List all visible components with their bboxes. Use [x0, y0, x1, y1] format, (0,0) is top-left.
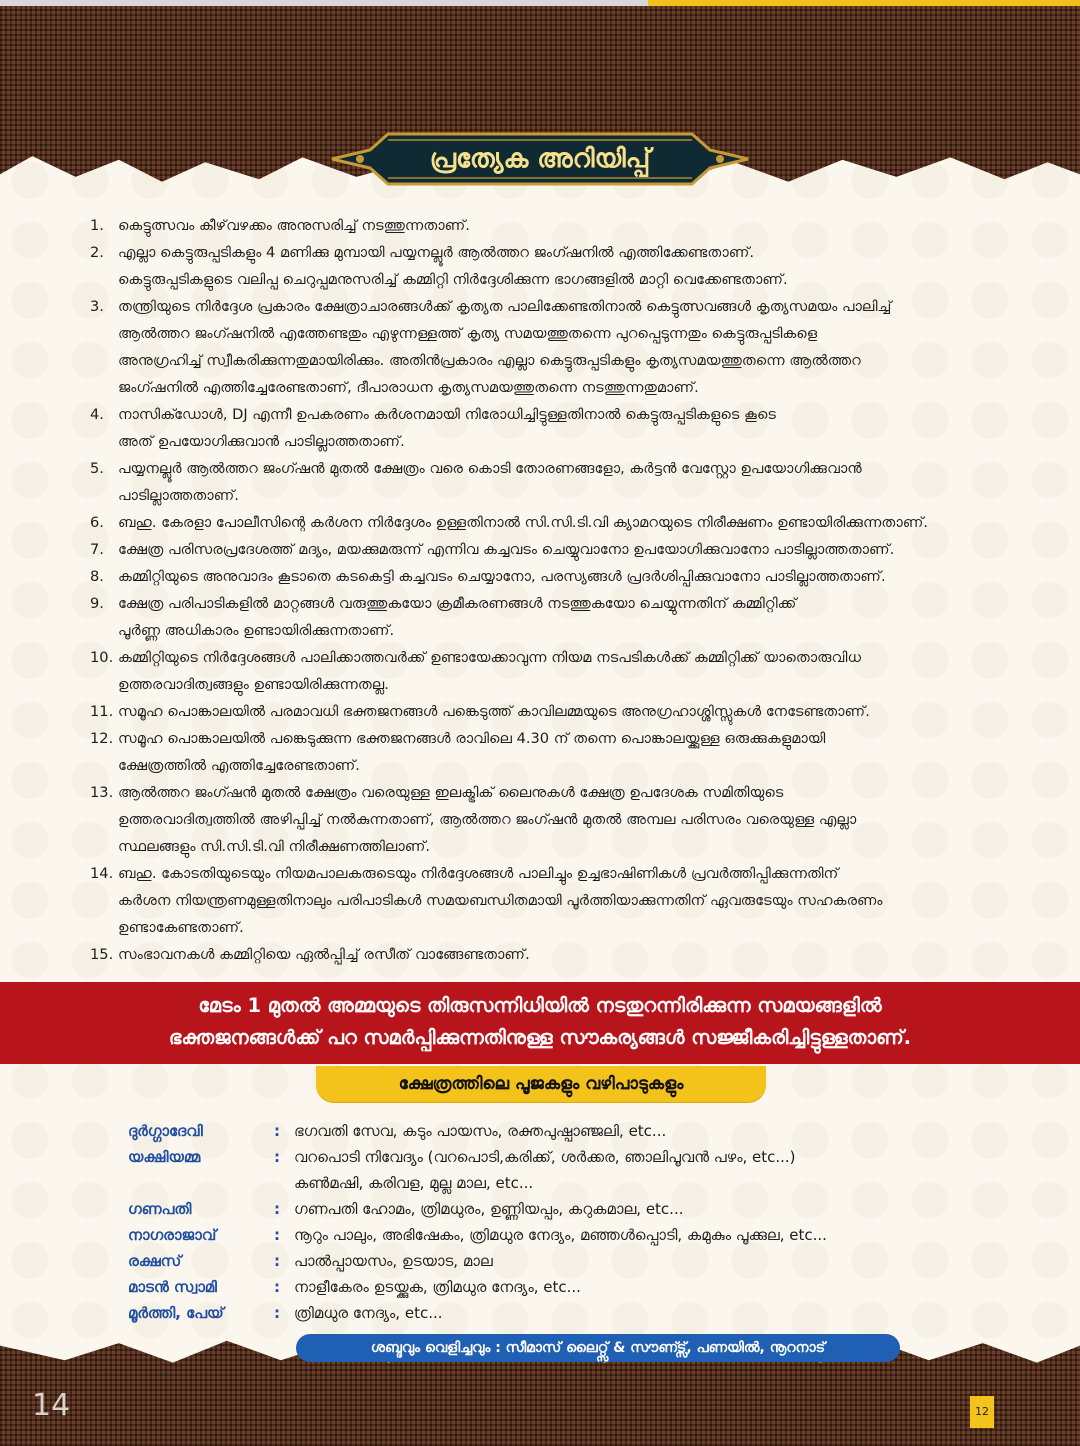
notice-line: ബഹു. കേരളാ പോലീസിന്റെ കർശന നിർദ്ദേശം ഉള്ളതിനാൽ സി.സി.ടി.വി ക്യാമറയുടെ നിരീക്ഷണം ഉണ്ടായിരിക്കുന്നതാണ്.	[118, 514, 929, 531]
notice-number: 1.	[90, 217, 104, 234]
notice-text	[118, 941, 1020, 968]
notice-line: ആൽത്തറ ജംഗ്ഷനിൽ എത്തേണ്ടതും എഴുന്നള്ളത്ത് കൃത്യ സമയത്തുതന്നെ പുറപ്പെടുന്നതും കെട്ടുരുപ്പടികളെ	[118, 325, 818, 342]
notice-text	[118, 644, 1020, 698]
notice-number: 5.	[90, 460, 104, 477]
offering-line: കൺമഷി, കരിവള, മുല്ല മാല, etc...	[294, 1174, 534, 1192]
announcement-line-1: മേടം 1 മുതൽ അമ്മയുടെ തിരുസന്നിധിയിൽ നടതുറന്നിരിക്കുന്ന സമയങ്ങളിൽ	[198, 994, 882, 1017]
notice-item	[90, 536, 1020, 563]
pooja-row	[128, 1274, 1028, 1300]
offering-line: പാൽപ്പായസം, ഉടയാട, മാല	[294, 1252, 493, 1270]
offering-line: നാളീകേരം ഉടയ്ക്കുക, ത്രിമധുര നേദ്യം, etc...	[294, 1278, 581, 1296]
notice-line: കെട്ടുരുപ്പടികളുടെ വലിപ്പ ചെറുപ്പമനുസരിച്ച് കമ്മിറ്റി നിർദ്ദേശിക്കുന്ന ഭാഗങ്ങളിൽ മാറ്റി വെക്കേണ്ടതാണ്.	[118, 271, 788, 288]
notice-number: 15.	[90, 946, 114, 963]
deity-name: ദുർഗ്ഗാദേവി	[128, 1122, 203, 1140]
offering-line: വറപൊടി നിവേദ്യം (വറപൊടി,കരിക്ക്, ശർക്കര, ഞാലിപൂവൻ പഴം, etc...)	[294, 1148, 796, 1166]
notice-item	[90, 293, 1020, 401]
notice-list	[90, 212, 1020, 968]
notice-item	[90, 644, 1020, 698]
notice-line: സ്ഥലങ്ങളും സി.സി.ടി.വി നിരീക്ഷണത്തിലാണ്.	[118, 838, 431, 855]
notice-line: കെട്ടുത്സവം കീഴ്‌വഴക്കം അനുസരിച്ച് നടത്തുന്നതാണ്.	[118, 217, 470, 234]
notice-line: സംഭാവനകൾ കമ്മിറ്റിയെ ഏൽപ്പിച്ച് രസീത് വാങ്ങേണ്ടതാണ്.	[118, 946, 530, 963]
notice-number: 13.	[90, 784, 114, 801]
notice-line: ജംഗ്ഷനിൽ എത്തിച്ചേരേണ്ടതാണ്, ദീപാരാധന കൃത്യസമയത്തുതന്നെ നടത്തുന്നതുമാണ്.	[118, 379, 699, 396]
notice-item	[90, 779, 1020, 860]
notice-number: 11.	[90, 703, 114, 720]
notice-number: 8.	[90, 568, 104, 585]
pooja-row	[128, 1144, 1028, 1196]
notice-item	[90, 563, 1020, 590]
notice-number: 12.	[90, 730, 114, 747]
offering-line: ത്രിമധുര നേദ്യം, etc...	[294, 1304, 443, 1322]
notice-text	[118, 401, 1020, 455]
notice-line: ഉത്തരവാദിത്വത്തിൽ അഴിപ്പിച്ച് നൽകുന്നതാണ്, ആൽത്തറ ജംഗ്ഷൻ മുതൽ അമ്പല പരിസരം വരെയുള്ള എല്ലാ	[118, 811, 857, 828]
notice-item	[90, 401, 1020, 455]
notice-item	[90, 725, 1020, 779]
notice-line: കമ്മിറ്റിയുടെ നിർദ്ദേശങ്ങൾ പാലിക്കാത്തവർക്ക് ഉണ്ടായേക്കാവുന്ന നിയമ നടപടികൾക്ക് കമ്മിറ്റിക്ക് യാതൊരുവിധ	[118, 649, 862, 666]
notice-line: ഉണ്ടാകേണ്ടതാണ്.	[118, 919, 244, 936]
notice-item	[90, 509, 1020, 536]
notice-text	[118, 590, 1020, 644]
offerings-text	[294, 1274, 1028, 1300]
deity-colon: :	[274, 1200, 280, 1218]
announcement-line-2: ഭക്തജനങ്ങൾക്ക് പറ സമർപ്പിക്കുന്നതിനുള്ള സൗകര്യങ്ങൾ സജ്ജീകരിച്ചിട്ടുള്ളതാണ്.	[168, 1026, 912, 1049]
notice-number: 9.	[90, 595, 104, 612]
notice-item	[90, 239, 1020, 293]
header-banner	[330, 128, 750, 190]
deity-colon: :	[274, 1252, 280, 1270]
deity-colon: :	[274, 1304, 280, 1322]
offerings-text	[294, 1196, 1028, 1222]
notice-number: 2.	[90, 244, 104, 261]
notice-line: പൂർണ്ണ അധികാരം ഉണ്ടായിരിക്കുന്നതാണ്.	[118, 622, 395, 639]
notice-number: 7.	[90, 541, 104, 558]
page-title: പ്രത്യേക അറിയിപ്പ്	[429, 144, 651, 174]
deity-colon: :	[274, 1148, 280, 1166]
notice-line: ക്ഷേത്ര പരിസരപ്രദേശത്ത് മദ്യം, മയക്കുമരുന്ന് എന്നിവ കച്ചവടം ചെയ്യുവാനോ ഉപയോഗിക്കുവാനോ പാടില്ലാത്തതാണ്.	[118, 541, 895, 558]
notice-text	[118, 563, 1020, 590]
announcement-banner	[0, 982, 1080, 1064]
credit-badge: ശബ്ദവും വെളിച്ചവും : സീമാസ് ലൈറ്റ്സ് & സൗണ്ട്സ്, പണയിൽ, നൂറനാട്	[296, 1334, 900, 1362]
notice-text	[118, 698, 1020, 725]
notice-line: പയ്യനല്ലൂർ ആൽത്തറ ജംഗ്ഷൻ മുതൽ ക്ഷേത്രം വരെ കൊടി തോരണങ്ങളോ, കർട്ടൻ വേസ്റ്റോ ഉപയോഗിക്കുവാൻ	[118, 460, 862, 477]
offering-line: ഗണപതി ഹോമം, ത്രിമധുരം, ഉണ്ണിയപ്പം, കറുകമാല, etc...	[294, 1200, 684, 1218]
notice-line: അനുഗ്രഹിച്ച് സ്വീകരിക്കുന്നതുമായിരിക്കും. അതിൻപ്രകാരം എല്ലാ കെട്ടുരുപ്പടികളും കൃത്യസമയത്തുതന്നെ ആൽത്തറ	[118, 352, 861, 369]
notice-number: 14.	[90, 865, 114, 882]
offerings-text	[294, 1144, 1028, 1196]
notice-line: കമ്മിറ്റിയുടെ അനുവാദം കൂടാതെ കടകെട്ടി കച്ചവടം ചെയ്യാനോ, പരസ്യങ്ങൾ പ്രദർശിപ്പിക്കുവാനോ പാടില്ലാത്തതാണ്.	[118, 568, 886, 585]
page-number-left: 14	[32, 1388, 71, 1423]
notice-line: ഉത്തരവാദിത്വങ്ങളും ഉണ്ടായിരിക്കുന്നതല്ല.	[118, 676, 389, 693]
offerings-text	[294, 1248, 1028, 1274]
notice-item	[90, 590, 1020, 644]
offerings-text	[294, 1118, 1028, 1144]
pooja-row	[128, 1300, 1028, 1326]
notice-text	[118, 725, 1020, 779]
page-number-right: 12	[970, 1396, 994, 1428]
pooja-list	[128, 1118, 1028, 1326]
notice-item	[90, 455, 1020, 509]
notice-line: അത് ഉപയോഗിക്കുവാൻ പാടില്ലാത്തതാണ്.	[118, 433, 405, 450]
deity-colon: :	[274, 1122, 280, 1140]
notice-text	[118, 239, 1020, 293]
notice-text	[118, 293, 1020, 401]
notice-number: 10.	[90, 649, 114, 666]
notice-text	[118, 860, 1020, 941]
notice-line: ബഹു. കോടതിയുടെയും നിയമപാലകരുടെയും നിർദ്ദേശങ്ങൾ പാലിച്ചും ഉച്ചഭാഷിണികൾ പ്രവർത്തിപ്പിക്കുന്നതിന്	[118, 865, 839, 882]
notice-text	[118, 536, 1020, 563]
deity-name: യക്ഷിയമ്മ	[128, 1148, 201, 1166]
notice-item	[90, 941, 1020, 968]
notice-text	[118, 212, 1020, 239]
deity-colon: :	[274, 1226, 280, 1244]
deity-name: മാടൻ സ്വാമി	[128, 1278, 217, 1296]
notice-line: എല്ലാ കെട്ടുരുപ്പടികളും 4 മണിക്കു മുമ്പായി പയ്യനല്ലൂർ ആൽത്തറ ജംഗ്ഷനിൽ എത്തിക്കേണ്ടതാണ്.	[118, 244, 755, 261]
pooja-row	[128, 1222, 1028, 1248]
notice-number: 4.	[90, 406, 104, 423]
deity-name: നാഗരാജാവ്	[128, 1226, 217, 1244]
deity-name: രക്ഷസ്	[128, 1252, 182, 1270]
offering-line: നൂറും പാലും, അഭിഷേകം, ത്രിമധുര നേദ്യം, മഞ്ഞൾപ്പൊടി, കമുകും പൂക്കുല, etc...	[294, 1226, 827, 1244]
notice-number: 3.	[90, 298, 104, 315]
pooja-row	[128, 1248, 1028, 1274]
notice-text	[118, 509, 1020, 536]
notice-item	[90, 212, 1020, 239]
notice-line: ആൽത്തറ ജംഗ്ഷൻ മുതൽ ക്ഷേത്രം വരെയുള്ള ഇലക്ട്രിക് ലൈനുകൾ ക്ഷേത്ര ഉപദേശക സമിതിയുടെ	[118, 784, 784, 801]
pooja-row	[128, 1118, 1028, 1144]
notice-line: ക്ഷേത്ര പരിപാടികളിൽ മാറ്റങ്ങൾ വരുത്തുകയോ ക്രമീകരണങ്ങൾ നടത്തുകയോ ചെയ്യുന്നതിന് കമ്മിറ്റിക്ക്	[118, 595, 797, 612]
notice-line: ക്ഷേത്രത്തിൽ എത്തിച്ചേരേണ്ടതാണ്.	[118, 757, 360, 774]
poojas-heading: ക്ഷേത്രത്തിലെ പൂജകളും വഴിപാടുകളും	[316, 1066, 766, 1102]
notice-text	[118, 455, 1020, 509]
notice-number: 6.	[90, 514, 104, 531]
deity-colon: :	[274, 1278, 280, 1296]
notice-line: നാസിക്ഡോൾ, DJ എന്നീ ഉപകരണം കർശനമായി നിരോധിച്ചിട്ടുള്ളതിനാൽ കെട്ടുരുപ്പടികളുടെ കൂടെ	[118, 406, 776, 423]
notice-line: പാടില്ലാത്തതാണ്.	[118, 487, 239, 504]
notice-item	[90, 698, 1020, 725]
pooja-row	[128, 1196, 1028, 1222]
offerings-text	[294, 1300, 1028, 1326]
notice-line: തന്ത്രിയുടെ നിർദ്ദേശ പ്രകാരം ക്ഷേത്രാചാരങ്ങൾക്ക് കൃത്യത പാലിക്കേണ്ടതിനാൽ കെട്ടുത്സവങ്ങൾ കൃത്യസമയം പാലിച്ച്	[118, 298, 892, 315]
deity-name: മൂർത്തി, പേയ്	[128, 1304, 224, 1322]
notice-text	[118, 779, 1020, 860]
notice-line: സമൂഹ പൊങ്കാലയിൽ പങ്കെടുക്കുന്ന ഭക്തജനങ്ങൾ രാവിലെ 4.30 ന് തന്നെ പൊങ്കാലയ്ക്കുള്ള ഒരുക്കുകളുമായി	[118, 730, 826, 747]
notice-item	[90, 860, 1020, 941]
notice-line: കർശന നിയന്ത്രണമുള്ളതിനാലും പരിപാടികൾ സമയബന്ധിതമായി പൂർത്തിയാക്കുന്നതിന് ഏവരുടേയും സഹകരണം	[118, 892, 883, 909]
offerings-text	[294, 1222, 1028, 1248]
deity-name: ഗണപതി	[128, 1200, 192, 1218]
notice-line: സമൂഹ പൊങ്കാലയിൽ പരമാവധി ഭക്തജനങ്ങൾ പങ്കെടുത്ത് കാവിലമ്മയുടെ അനുഗ്രഹാശ്ശിസ്സുകൾ നേടേണ്ടതാണ്.	[118, 703, 870, 720]
offering-line: ഭഗവതി സേവ, കടും പായസം, രക്തപുഷ്പാഞ്ജലി, etc...	[294, 1122, 667, 1140]
